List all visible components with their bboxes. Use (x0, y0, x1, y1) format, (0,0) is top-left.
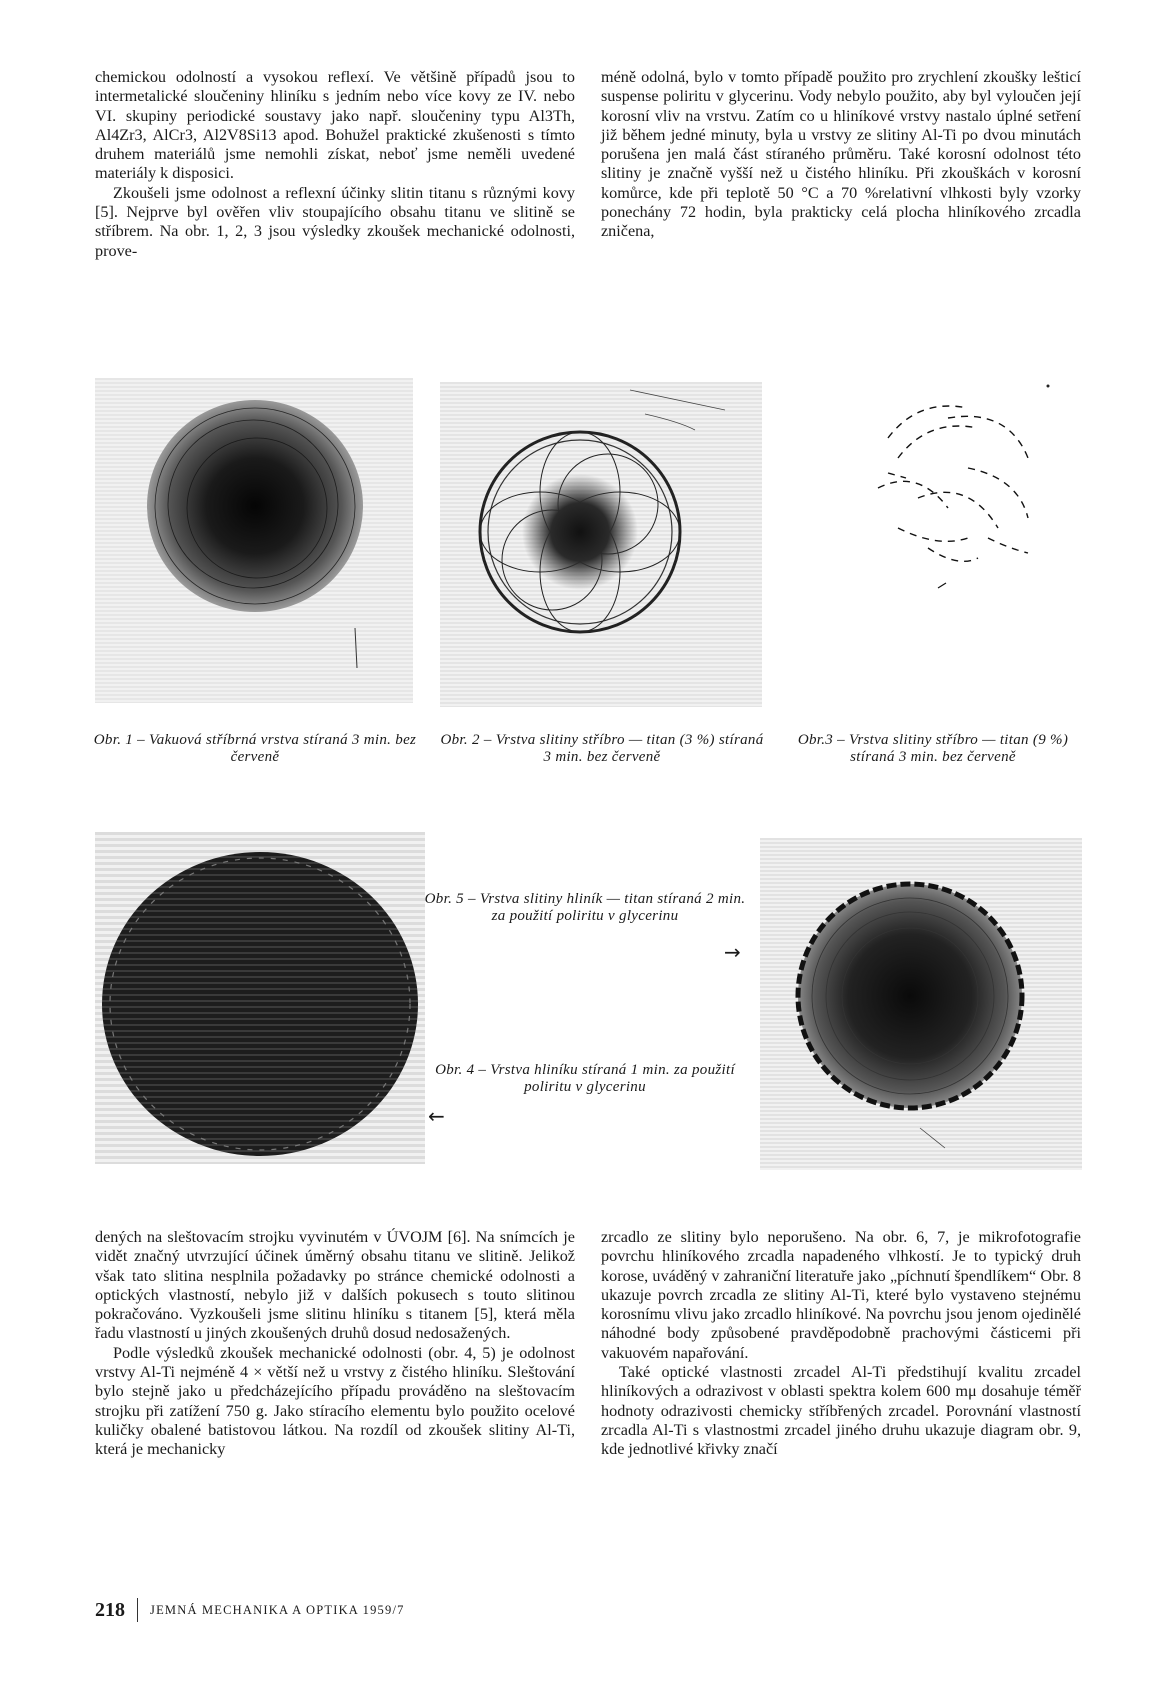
figure-5-caption: Obr. 5 – Vrstva slitiny hliník — titan stíraná 2 min. za použití poliritu v glycerinu (424, 891, 746, 924)
figure-1-photo (95, 378, 413, 703)
journal-title: JEMNÁ MECHANIKA A OPTIKA 1959/7 (150, 1602, 405, 1617)
figure-2-caption: Obr. 2 – Vrstva slitiny stříbro — titan (3 %) stíraná 3 min. bez červeně (440, 732, 764, 765)
text-column-top-left (95, 68, 575, 261)
paragraph: zrcadlo ze slitiny bylo neporušeno. Na obr. 6, 7, je mikrofotografie povrchu hliníkového zrcadla napadeného vlhkostí. Je to typický druh korose, uváděný v zahraniční literatuře jako „píchnutí špendlíkem“ Obr. 8 ukazuje povrch zrcadla ze slitiny Al-Ti, které bylo vystaveno stejnému korosnímu vlivu jako zrcadlo hliníkové. Na povrchu jsou jenom ojedinělé náhodné body způsobené pravděpodobně prachovými částicemi při vakuovém napařování. (601, 1228, 1081, 1362)
page-footer (95, 1598, 405, 1622)
arrow-left-icon: ← (428, 1104, 445, 1128)
paragraph: méně odolná, bylo v tomto případě použito pro zrychlení zkoušky lešticí suspense poliritu v glycerinu. Vody nebylo použito, aby byl vyloučen její korosní vliv na vrstvu. Zatím co u hliníkové vrstvy nastalo úplné setření již během jedné minuty, byla u vrstvy ze slitiny Al-Ti po dvou minutách porušena jen malá část stíraného průměru. Také korosní odolnost této slitiny je značně vyšší než u čistého hliníku. Při zkouškách v korosní komůrce, kde při teplotě 50 °C a 70 %relativní vlhkosti byly vzorky ponechány 72 hodin, byla prakticky celá plocha hliníkového zrcadla zničena, (601, 68, 1081, 241)
figure-5-graphic (760, 838, 1082, 1170)
figure-1-caption: Obr. 1 – Vakuová stříbrná vrstva stíraná 3 min. bez červeně (93, 732, 417, 765)
figure-3-caption: Obr.3 – Vrstva slitiny stříbro — titan (9 %) stíraná 3 min. bez červeně (797, 732, 1069, 765)
figure-1-graphic (95, 378, 413, 703)
figure-4-caption: Obr. 4 – Vrstva hliníku stíraná 1 min. za použití poliritu v glycerinu (435, 1062, 735, 1095)
figure-4-graphic (95, 832, 425, 1164)
figure-4-photo (95, 832, 425, 1164)
paragraph: chemickou odolností a vysokou reflexí. Ve většině případů jsou to intermetalické sloučeniny hliníku s jedním nebo více kovy ze IV. nebo VI. skupiny periodické soustavy jako např. sloučeniny typu Al3Th, Al4Zr3, AlCr3, Al2V8Si13 apod. Bohužel praktické zkušenosti s tímto druhem materiálů jsme nemohli získat, neboť jsme neměli uvedené materiály k disposici. (95, 68, 575, 183)
paragraph: dených na sleštovacím strojku vyvinutém v ÚVOJM [6]. Na snímcích je vidět značný utvrzující účinek úměrný obsahu titanu ve slitině. Jelikož však tato slitina nesplnila požadavky po stránce chemické odolnosti a optických vlastností, nebylo již v dalších pokusech s touto slitinou pokračováno. Vyzkoušeli jsme slitinu hliníku s titanem [5], která měla řadu vlastností u jiných zkoušených druhů dosud nedosažených. (95, 1228, 575, 1343)
figure-2-photo (440, 382, 762, 707)
arrow-right-icon: → (724, 940, 741, 964)
text-column-top-right (601, 68, 1081, 242)
page-number: 218 (95, 1598, 125, 1621)
footer-divider (137, 1598, 138, 1622)
paragraph: Podle výsledků zkoušek mechanické odolnosti (obr. 4, 5) je odolnost vrstvy Al-Ti nejméně 4 × větší než u vrstvy z čistého hliníku. Sleštování bylo stejně jako u předcházejícího případu prováděno na sleštovacím strojku při zatížení 750 g. Jako stíracího elementu bylo použito ocelové kuličky obalené batistovou látkou. Na rozdíl od zkoušek slitiny Al-Ti, která je mechanicky (95, 1343, 575, 1459)
figure-3-photo (858, 378, 1080, 628)
paragraph: Také optické vlastnosti zrcadel Al-Ti předstihují kvalitu zrcadel hliníkových a odrazivost v oblasti spektra kolem 600 mμ dosahuje téměř hodnoty odrazivosti chemicky stříbřených zrcadel. Porovnání vlastností zrcadla Al-Ti s vlastnostmi zrcadel jiného druhu ukazuje diagram obr. 9, kde jednotlivé křivky značí (601, 1363, 1081, 1459)
figure-3-graphic (858, 378, 1080, 628)
text-column-bottom-left (95, 1228, 575, 1460)
figure-2-graphic (440, 382, 762, 707)
figure-5-photo (760, 838, 1082, 1170)
paragraph: Zkoušeli jsme odolnost a reflexní účinky slitin titanu s různými kovy [5]. Nejprve byl ověřen vliv stoupajícího obsahu titanu ve slitině se stříbrem. Na obr. 1, 2, 3 jsou výsledky zkoušek mechanické odolnosti, prove- (95, 183, 575, 260)
text-column-bottom-right (601, 1228, 1081, 1460)
